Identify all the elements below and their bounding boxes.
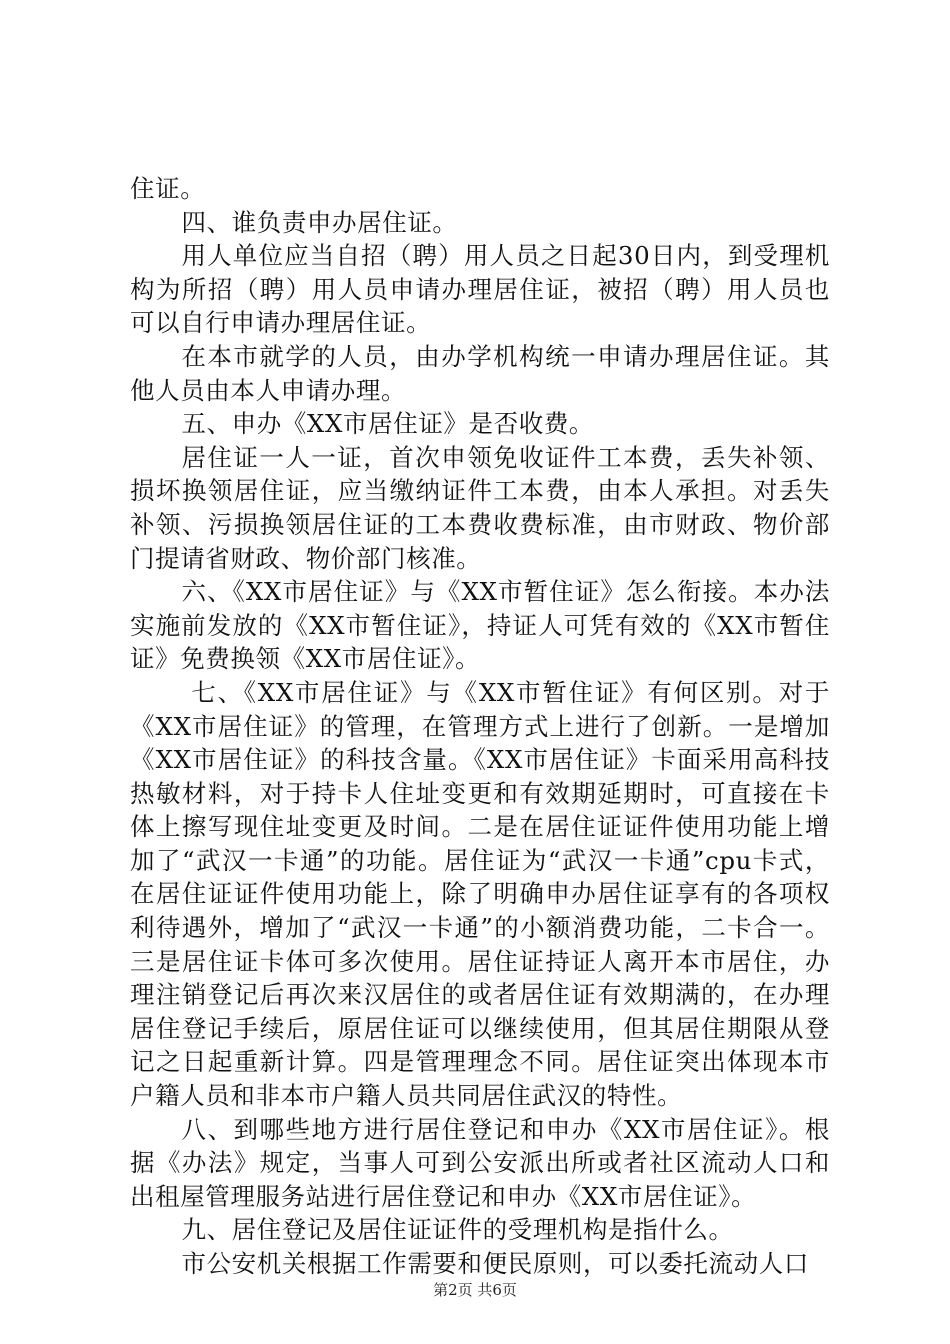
page-footer: 第2页 共6页 <box>433 1281 517 1299</box>
document-body <box>130 172 830 1281</box>
paragraph: 居住证一人一证，首次申领免收证件工本费，丢失补领、损坏换领居住证，应当缴纳证件工本费，由本人承担。对丢失补领、污损换领居住证的工本费收费标准，由市财政、物价部门提请省财政、物价部门核准。 <box>130 442 830 573</box>
section-heading-5: 五、申办《XX市居住证》是否收费。 <box>181 409 595 439</box>
paragraph: 住证。 <box>130 174 206 203</box>
section-7-paragraph: 七、《XX市居住证》与《XX市暂住证》有何区别。对于《XX市居住证》的管理，在管理方式上进行了创新。一是增加《XX市居住证》的科技含量。《XX市居住证》卡面采用高科技热敏材料，对于持卡人住址变更和有效期延期时，可直接在卡体上擦写现住址变更及时间。二是在居住证证件使用功能上增加了“武汉一卡通”的功能。居住证为“武汉一卡通”cpu卡式，在居住证证件使用功能上，除了明确申办居住证享有的各项权利待遇外，增加了“武汉一卡通”的小额消费功能，二卡合一。三是居住证卡体可多次使用。居住证持证人离开本市居住，办理注销登记后再次来汉居住的或者居住证有效期满的，在办理居住登记手续后，原居住证可以继续使用，但其居住期限从登记之日起重新计算。四是管理理念不同。居住证突出体现本市户籍人员和非本市户籍人员共同居住武汉的特性。 <box>130 677 830 1111</box>
section-8-paragraph: 八、到哪些地方进行居住登记和申办《XX市居住证》。根据《办法》规定，当事人可到公安派出所或者社区流动人口和出租屋管理服务站进行居住登记和申办《XX市居住证》。 <box>130 1114 830 1211</box>
paragraph: 用人单位应当自招（聘）用人员之日起30日内，到受理机构为所招（聘）用人员申请办理居住证，被招（聘）用人员也可以自行申请办理居住证。 <box>130 241 830 338</box>
section-heading-4: 四、谁负责申办居住证。 <box>181 207 458 237</box>
section-heading-9: 九、居住登记及居住证证件的受理机构是指什么。 <box>181 1215 734 1245</box>
paragraph: 在本市就学的人员，由办学机构统一申请办理居住证。其他人员由本人申请办理。 <box>130 341 830 405</box>
section-6-paragraph: 六、《XX市居住证》与《XX市暂住证》怎么衔接。本办法实施前发放的《XX市暂住证》，持证人可凭有效的《XX市暂住证》免费换领《XX市居住证》。 <box>130 577 830 674</box>
paragraph: 市公安机关根据工作需要和便民原则，可以委托流动人口 <box>181 1249 809 1278</box>
